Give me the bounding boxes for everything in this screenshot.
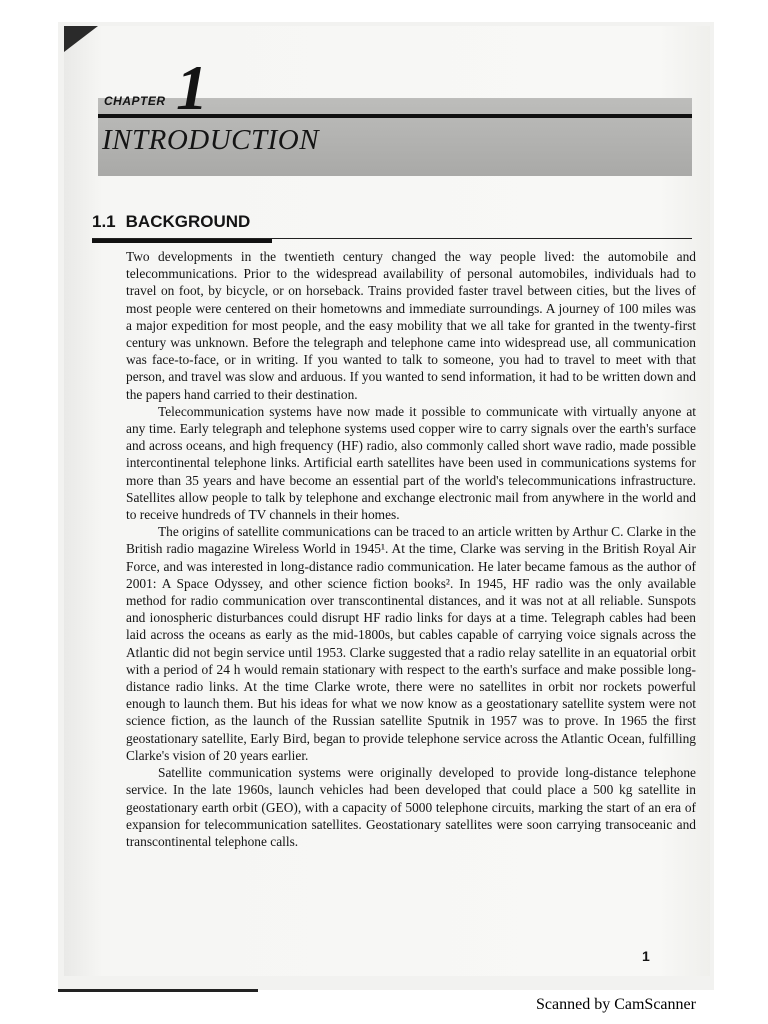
chapter-number: 1: [176, 52, 208, 123]
page-bottom-edge: [58, 989, 258, 992]
body-text: [126, 248, 696, 850]
section-number: 1.1: [92, 212, 116, 231]
paragraph: The origins of satellite communications can be traced to an article written by Arthur C. Clarke in the British radio magazine Wireless World in 1945¹. At the time, Clarke was serving in the British Royal Air Force, and was interested in long-distance radio communication. He later became famous as the author of 2001: A Space Odyssey, and other science fiction books². In 1945, HF radio was the only available method for radio communication over transcontinental distances, and it was not at all reliable. Sunspots and ionospheric disturbances could disrupt HF radio links for days at a time. Telegraph cables had been laid across the oceans as early as the mid-1800s, but cables capable of carrying voice signals across the Atlantic did not begin service until 1953. Clarke suggested that a radio relay satellite in an equatorial orbit with a period of 24 h would remain stationary with respect to the earth's surface and make possible long-distance radio links. At the time Clarke wrote, there were no satellites in orbit nor rockets powerful enough to launch them. But his ideas for what we now know as a geostationary satellite system were not science fiction, as the launch of the Russian satellite Sputnik in 1957 was to prove. In 1965 the first geostationary satellite, Early Bird, began to provide telephone service across the Atlantic Ocean, fulfilling Clarke's vision of 20 years earlier.: [126, 524, 696, 763]
section-title: BACKGROUND: [125, 212, 251, 231]
paragraph: Satellite communication systems were originally developed to provide long-distance telephone service. In the late 1960s, launch vehicles had been developed that could place a 500 kg satellite in geostationary earth orbit (GEO), with a capacity of 5000 telephone circuits, marking the start of an era of expansion for telecommunication satellites. Geostationary satellites were soon carrying transoceanic and transcontinental telephone calls.: [126, 765, 696, 849]
paragraph: Telecommunication systems have now made it possible to communicate with virtually anyone at any time. Early telegraph and telephone systems used copper wire to carry signals over the earth's surface and across oceans, and high frequency (HF) radio, also commonly called short wave radio, made possible intercontinental telephone links. Artificial earth satellites have been used in communications systems for more than 35 years and have become an essential part of the world's telecommunications infrastructure. Satellites allow people to talk by telephone and exchange electronic mail from anywhere in the world and to receive hundreds of TV channels in their homes.: [126, 403, 696, 523]
paragraph: Two developments in the twentieth century changed the way people lived: the automobile and telecommunications. Prior to the widespread availability of personal automobiles, individuals had to travel on foot, by bicycle, or on horseback. Trains provided faster travel between cities, but the lives of most people were centered on their hometowns and immediate surroundings. A journey of 100 miles was a major expedition for most people, and the easy mobility that we all take for granted in the twenty-first century was unknown. Before the telegraph and telephone came into widespread use, all communication was face-to-face, or in writing. If you wanted to talk to someone, you had to travel to meet with that person, and travel was slow and arduous. If you wanted to send information, it had to be written down and the papers hand carried to their destination.: [126, 249, 696, 402]
page-number: 1: [642, 948, 650, 964]
section-heading: [92, 212, 250, 232]
chapter-title: INTRODUCTION: [102, 124, 320, 156]
chapter-label: CHAPTER: [104, 94, 166, 108]
page-corner-fold: [64, 26, 98, 52]
scanner-watermark: Scanned by CamScanner: [536, 996, 696, 1013]
section-rule-accent: [92, 239, 272, 243]
book-page: [64, 26, 710, 976]
